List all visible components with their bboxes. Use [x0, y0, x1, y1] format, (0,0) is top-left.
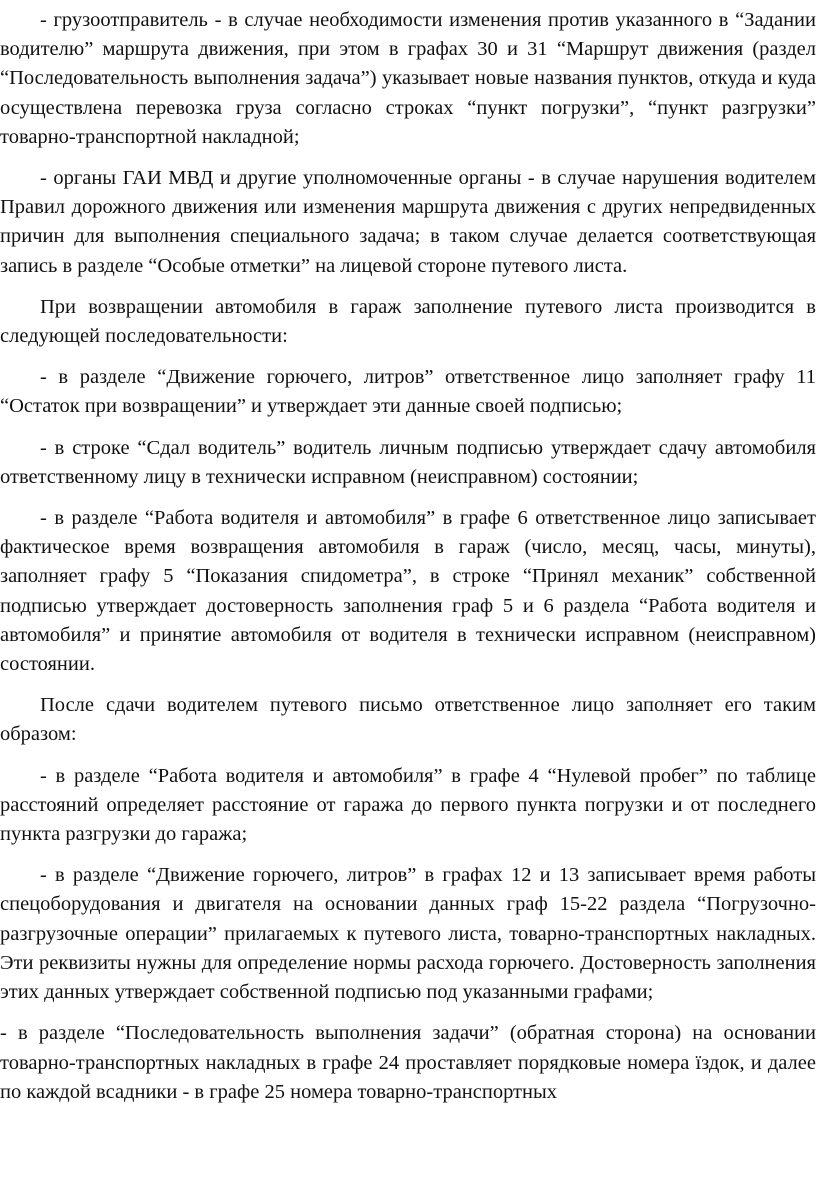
paragraph-traffic-police: - органы ГАИ МВД и другие уполномоченные органы - в случае нарушения водителем Правил дорожного движения или изменения маршрута движения с других непредвиденных причин для выполнения специального задача; в таком случае делается соответствующая запись в разделе “Особые отметки” на лицевой стороне путевого листа.	[0, 167, 816, 277]
paragraph-gap	[0, 281, 816, 293]
paragraph-gap	[0, 152, 816, 164]
paragraph-fuel-columns: - в разделе “Движение горючего, литров” в графах 12 и 13 записывает время работы спецоборудования и двигателя на основании данных граф 15-22 раздела “Погрузочно-разгрузочные операции” прилагаемых к путевого листа, товарно-транспортных накладных. Эти реквизиты нужны для определение нормы расхода горючего. Достоверность заполнения этих данных утверждает собственной подписью под указанными графами;	[0, 864, 816, 1004]
paragraph-task-sequence: - в разделе “Последовательность выполнения задачи” (обратная сторона) на основании товарно-транспортных накладных в графе 24 проставляет порядковые номера їздок, и далее по каждой всадники - в графе 25 номера товарно-транспортных	[0, 1022, 816, 1103]
paragraph-fuel-movement: - в разделе “Движение горючего, литров” ответственное лицо заполняет графу 11 “Остаток при возвращении” и утверждает эти данные своей подписью;	[0, 366, 816, 418]
paragraph-return-to-garage: При возвращении автомобиля в гараж заполнение путевого листа производится в следующей последовательности:	[0, 295, 816, 348]
paragraph-gap	[0, 422, 816, 434]
paragraph-after-handover: После сдачи водителем путевого письмо ответственное лицо заполняет его таким образом:	[0, 694, 816, 746]
paragraph-gap	[0, 492, 816, 504]
paragraph-gap	[0, 750, 816, 762]
paragraph-gap	[0, 1007, 816, 1019]
paragraph-zero-mileage: - в разделе “Работа водителя и автомобиля” в графе 4 “Нулевой пробег” по таблице расстояний определяет расстояние от гаража до первого пункта погрузки и от последнего пункта разгрузки до гаража;	[0, 764, 816, 846]
paragraph-gap	[0, 849, 816, 861]
paragraph-gap	[0, 679, 816, 691]
paragraph-shipper: - грузоотправитель - в случае необходимости изменения против указанного в “Задании водителю” маршрута движения, при этом в графах 30 и 31 “Маршрут движения (раздел “Последовательность выполнения задача”) указывает новые названия пунктов, откуда и куда осуществлена перевозка груза согласно строках “пункт погрузки”, “пункт разгрузки” товарно-транспортной накладной;	[0, 9, 816, 148]
paragraph-gap	[0, 351, 816, 363]
paragraph-driver-vehicle-work: - в разделе “Работа водителя и автомобиля” в графе 6 ответственное лицо записывает фактическое время возвращения автомобиля в гараж (число, месяц, часы, минуты), заполняет графу 5 “Показания спидометра”, в строке “Принял механик” собственной подписью утверждает достоверность заполнения граф 5 и 6 раздела “Работа водителя и автомобиля” и принятие автомобиля от водителя в технически исправном (неисправном) состоянии.	[0, 507, 816, 676]
paragraph-driver-handover: - в строке “Сдал водитель” водитель личным подписью утверждает сдачу автомобиля ответственному лицу в технически исправном (неисправном) состоянии;	[0, 436, 816, 488]
